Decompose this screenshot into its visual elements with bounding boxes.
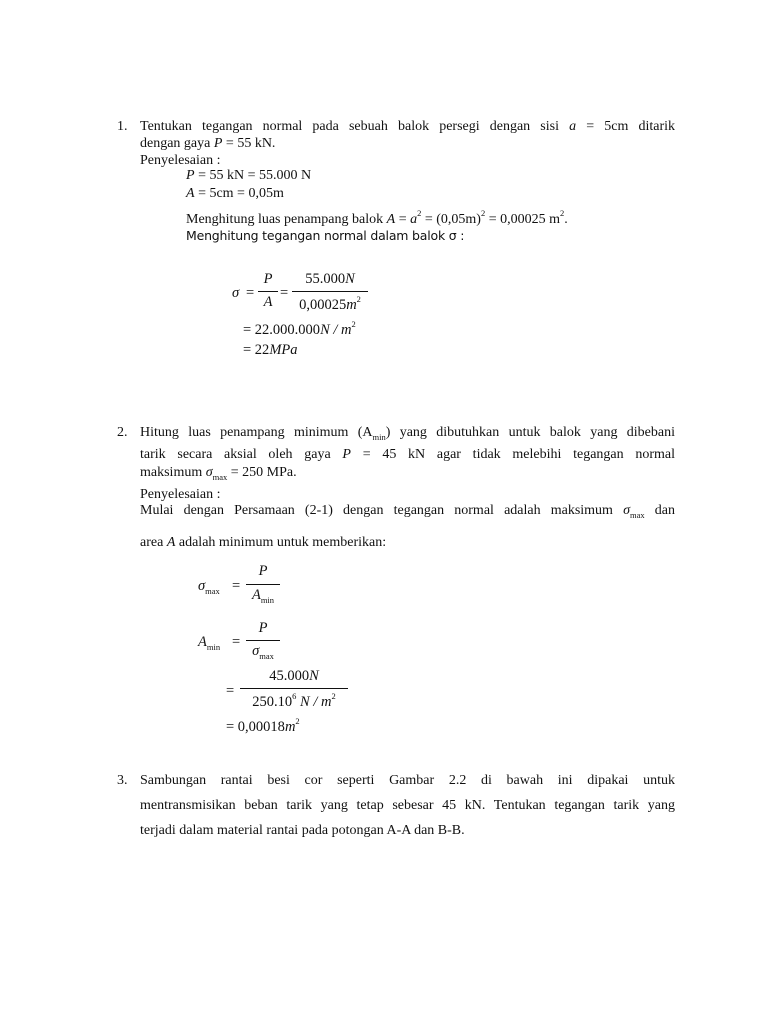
problem-statement-line: mentransmisikan beban tarik yang tetap sebesar 45 kN. Tentukan tegangan tarik yang	[140, 798, 675, 813]
solution-label: Penyelesaian :	[140, 487, 221, 502]
fraction-numerator: P	[263, 271, 273, 287]
sigma-max: $\sigma_{max}$	[198, 578, 220, 596]
problem-statement-line: dengan gaya P = 55 kN.	[140, 136, 276, 151]
problem-statement-line: terjadi dalam material rantai pada potongan A-A dan B-B.	[140, 823, 465, 838]
equals-sign: =	[232, 634, 241, 650]
value-denominator: $0,00025m^2$	[299, 294, 361, 313]
fraction-bar	[246, 584, 280, 585]
given-force: P = 55 kN = 55.000 N	[186, 168, 312, 183]
problem-number: 3.	[117, 773, 128, 788]
fraction-bar	[246, 640, 280, 641]
solution-body-line: area A adalah minimum untuk memberikan:	[140, 535, 387, 550]
fraction-bar	[240, 688, 348, 689]
fraction-bar	[258, 291, 278, 292]
stress-intro: Menghitung tegangan normal dalam balok σ :	[186, 228, 465, 243]
result-line: = $22.000.000N / m^2$	[243, 319, 356, 338]
area-calculation: Menghitung luas penampang balok $A = a^2 = (0,05m)^2 = 0,00025$ $m^2$.	[186, 208, 568, 227]
problem-statement-line: maksimum $\sigma_{max} = 250$ MPa.	[140, 465, 297, 482]
fraction-denominator: $A_{min}$	[251, 587, 275, 605]
value-numerator: 45.000N	[269, 668, 319, 684]
problem-number: 2.	[117, 425, 128, 440]
equals-sign: =	[280, 285, 289, 301]
result-line: = 22MPa	[243, 342, 298, 358]
solution-label: Penyelesaian :	[140, 153, 221, 168]
problem-statement-line: Hitung luas penampang minimum $(A_{min})$ yang dibutuhkan untuk balok yang dibebani	[140, 425, 675, 442]
fraction-bar	[292, 291, 368, 292]
problem-number: 1.	[117, 119, 128, 134]
area-min: $A_{min}$	[198, 634, 221, 652]
problem-statement-line: tarik secara aksial oleh gaya P = 45 kN agar tidak melebihi tegangan normal	[140, 447, 676, 462]
equals-sign: =	[226, 683, 235, 699]
value-denominator: 250.10$^6$ N / $m^2$	[252, 691, 336, 710]
sigma-symbol: σ	[232, 285, 240, 301]
fraction-denominator: A	[263, 294, 273, 310]
solution-body-line: Mulai dengan Persamaan (2-1) dengan tegangan normal adalah maksimum $\sigma_{max}$ dan	[140, 503, 675, 520]
given-side: A = 5cm = 0,05m	[186, 186, 284, 201]
value-numerator: 55.000N	[305, 271, 355, 287]
fraction-denominator: $\sigma_{max}$	[252, 643, 274, 661]
problem-statement-line: Tentukan tegangan normal pada sebuah balok persegi dengan sisi a = 5cm ditarik	[140, 119, 675, 134]
fraction-numerator: P	[258, 620, 268, 636]
fraction-numerator: P	[258, 563, 268, 579]
problem-statement-line: Sambungan rantai besi cor seperti Gambar 2.2 di bawah ini dipakai untuk	[140, 773, 675, 788]
equals-sign: =	[232, 578, 241, 594]
equals-sign: =	[246, 285, 255, 301]
result-line: = $0,00018m^2$	[226, 716, 300, 735]
